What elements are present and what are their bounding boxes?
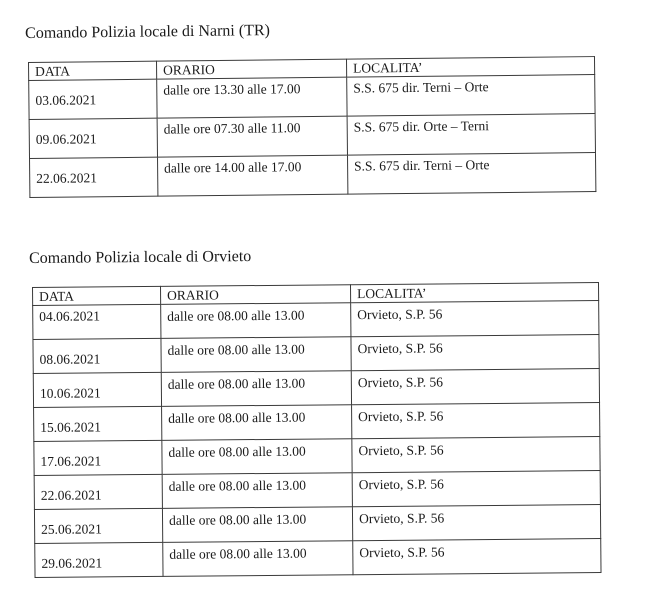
table-row — [29, 75, 595, 120]
cell-time: dalle ore 08.00 alle 13.00 — [163, 541, 353, 577]
cell-time: dalle ore 08.00 alle 13.00 — [162, 439, 352, 475]
cell-date: 04.06.2021 — [33, 304, 161, 339]
cell-location: S.S. 675 dir. Terni – Orte — [347, 75, 595, 117]
cell-location: Orvieto, S.P. 56 — [352, 403, 600, 439]
section-title-orvieto: Comando Polizia locale di Orvieto — [29, 248, 252, 267]
table-row — [34, 403, 600, 442]
table-row — [33, 335, 599, 374]
header-date: DATA — [33, 286, 161, 305]
cell-location: Orvieto, S.P. 56 — [351, 335, 599, 371]
cell-date: 09.06.2021 — [29, 118, 157, 158]
cell-location: Orvieto, S.P. 56 — [351, 301, 599, 337]
table-row — [34, 437, 600, 476]
cell-time: dalle ore 08.00 alle 13.00 — [162, 473, 352, 509]
table-row — [29, 114, 595, 159]
cell-date: 08.06.2021 — [33, 338, 161, 373]
cell-time: dalle ore 13.30 alle 17.00 — [157, 77, 347, 118]
cell-time: dalle ore 08.00 alle 13.00 — [162, 405, 352, 441]
cell-date: 15.06.2021 — [34, 406, 162, 441]
cell-location: Orvieto, S.P. 56 — [352, 471, 600, 507]
cell-date: 22.06.2021 — [34, 474, 162, 509]
table-row — [33, 301, 599, 340]
section-title-narni: Comando Polizia locale di Narni (TR) — [25, 22, 271, 42]
cell-time: dalle ore 08.00 alle 13.00 — [161, 371, 351, 407]
cell-location: Orvieto, S.P. 56 — [351, 369, 599, 405]
cell-location: Orvieto, S.P. 56 — [352, 437, 600, 473]
cell-location: S.S. 675 dir. Orte – Terni — [347, 114, 595, 156]
cell-location: Orvieto, S.P. 56 — [353, 539, 601, 575]
schedule-table-narni — [28, 56, 596, 198]
cell-date: 03.06.2021 — [29, 79, 157, 119]
schedule-table-orvieto — [32, 282, 602, 578]
cell-date: 17.06.2021 — [34, 440, 162, 475]
header-location: LOCALITA’ — [346, 57, 594, 78]
header-time: ORARIO — [160, 285, 350, 305]
header-time: ORARIO — [156, 59, 346, 79]
header-location: LOCALITA’ — [350, 283, 598, 303]
cell-time: dalle ore 08.00 alle 13.00 — [162, 507, 352, 543]
cell-time: dalle ore 07.30 alle 11.00 — [157, 116, 347, 157]
cell-date: 10.06.2021 — [33, 372, 161, 407]
cell-date: 29.06.2021 — [35, 542, 163, 577]
table-row — [34, 505, 600, 544]
cell-time: dalle ore 08.00 alle 13.00 — [161, 303, 351, 339]
table-row — [33, 369, 599, 408]
cell-location: Orvieto, S.P. 56 — [352, 505, 600, 541]
table-row — [35, 539, 601, 578]
header-date: DATA — [29, 61, 157, 80]
cell-time: dalle ore 08.00 alle 13.00 — [161, 337, 351, 373]
cell-date: 22.06.2021 — [30, 157, 158, 197]
cell-time: dalle ore 14.00 alle 17.00 — [158, 155, 348, 196]
table-row — [30, 153, 596, 198]
cell-location: S.S. 675 dir. Terni – Orte — [347, 153, 595, 195]
cell-date: 25.06.2021 — [34, 508, 162, 543]
table-row — [34, 471, 600, 510]
